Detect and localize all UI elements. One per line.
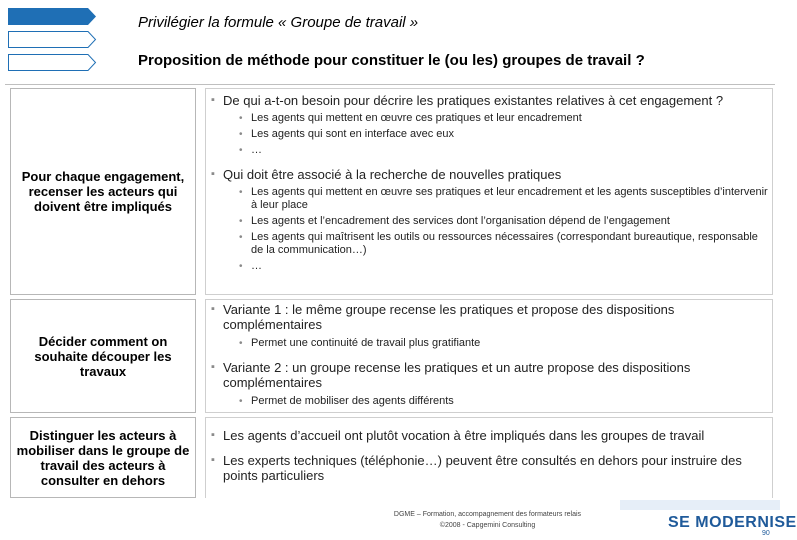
section-2-label-text: Décider comment on souhaite découper les travaux	[34, 333, 172, 379]
section-1-sub-7: • …	[206, 260, 772, 273]
brand-logo: SE MODERNISE	[668, 514, 797, 531]
section-1-sub-4: • Les agents qui mettent en œuvre ses pratiques et leur encadrement et les agents susceptibles d’intervenir à leur place	[206, 186, 772, 212]
section-3-content	[205, 417, 773, 498]
divider	[5, 84, 775, 85]
section-1-sub-3: • …	[206, 144, 772, 157]
page-subtitle: Proposition de méthode pour constituer le (ou les) groupes de travail ?	[138, 52, 645, 69]
section-1-item-1: ▪ De qui a-t-on besoin pour décrire les pratiques existantes relatives à cet engagement ?	[206, 93, 772, 108]
section-1-label-text: Pour chaque engagement, recenser les acteurs qui doivent être impliqués	[21, 169, 185, 214]
page-number: 90	[762, 530, 770, 537]
nav-tab-2[interactable]	[8, 31, 96, 48]
section-1-sub-2: • Les agents qui sont en interface avec eux	[206, 128, 772, 141]
section-1-item-2: ▪ Qui doit être associé à la recherche de nouvelles pratiques	[206, 167, 772, 182]
nav-tab-3[interactable]	[8, 54, 96, 71]
page-title: Privilégier la formule « Groupe de travail »	[138, 14, 419, 31]
section-2-sub-2: • Permet de mobiliser des agents différents	[206, 395, 772, 408]
footer-line-1: DGME – Formation, accompagnement des formateurs relais	[393, 511, 582, 518]
section-1-sub-6: • Les agents qui maîtrisent les outils ou ressources nécessaires (correspondant bureautique, responsable de la communication…)	[206, 231, 772, 257]
section-2-content	[205, 299, 773, 413]
section-2-label	[10, 299, 196, 413]
section-1-sub-5: • Les agents et l’encadrement des services dont l’organisation dépend de l’engagement	[206, 215, 772, 228]
section-3-item-2: ▪ Les experts techniques (téléphonie…) peuvent être consultés en dehors pour instruire des points particuliers	[206, 453, 772, 483]
section-3-item-1: ▪ Les agents d’accueil ont plutôt vocation à être impliqués dans les groupes de travail	[206, 428, 772, 443]
section-3-label-text: Distinguer les acteurs à mobiliser dans le groupe de travail des acteurs à consulter en dehors	[16, 427, 190, 488]
footer-line-2: ©2008 - Capgemini Consulting	[439, 522, 536, 529]
nav-tab-1[interactable]	[8, 8, 96, 25]
footer-credits	[360, 509, 615, 531]
section-3-label	[10, 417, 196, 498]
section-1-content	[205, 88, 773, 295]
section-2-sub-1: • Permet une continuité de travail plus gratifiante	[206, 337, 772, 350]
section-2-item-1: ▪ Variante 1 : le même groupe recense les pratiques et propose des dispositions complémentaires	[206, 302, 772, 332]
section-1-label	[10, 88, 196, 295]
footer-band	[620, 500, 780, 510]
section-1-sub-1: • Les agents qui mettent en œuvre ces pratiques et leur encadrement	[206, 112, 772, 125]
section-2-item-2: ▪ Variante 2 : un groupe recense les pratiques et un autre propose des dispositions complémentaires	[206, 360, 772, 390]
